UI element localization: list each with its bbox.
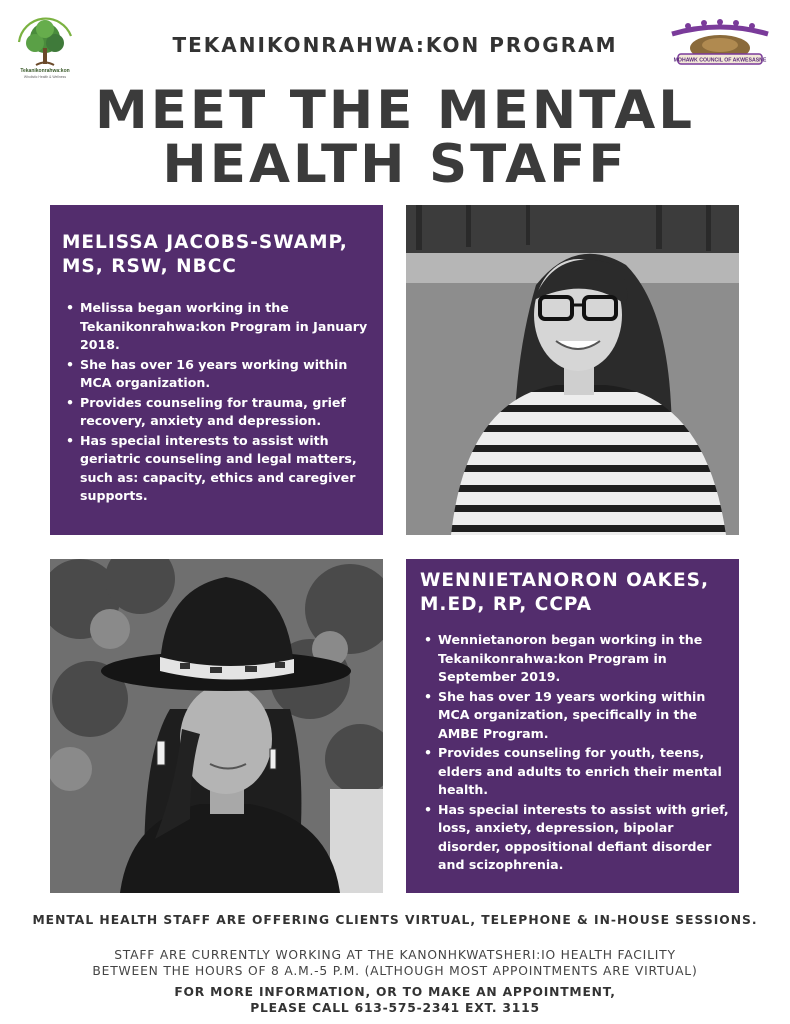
staff-bullet-list xyxy=(420,631,731,875)
page-title-line-1: MEET THE MENTAL xyxy=(94,80,696,141)
bullet-item: • Has special interests to assist with geriatric counseling and legal matters, such as: capacity, ethics and caregiver supports. xyxy=(80,432,373,506)
bullet-item: • She has over 16 years working within MCA organization. xyxy=(80,356,373,393)
staff-credentials: M.ED, RP, CCPA xyxy=(420,594,593,615)
staff-card-wennietanoron xyxy=(406,559,739,893)
staff-name xyxy=(420,569,731,617)
location-line-1: STAFF ARE CURRENTLY WORKING AT THE KANONHKWATSHERI:IO HEALTH FACILITY xyxy=(114,948,676,962)
staff-name xyxy=(62,231,373,279)
page-title xyxy=(0,80,790,195)
location-line-2: BETWEEN THE HOURS OF 8 A.M.-5 P.M. (ALTHOUGH MOST APPOINTMENTS ARE VIRTUAL) xyxy=(92,964,698,978)
location-note xyxy=(0,947,790,979)
bullet-item: • Provides counseling for trauma, grief recovery, anxiety and depression. xyxy=(80,394,373,431)
staff-name-line-1: WENNIETANORON OAKES, xyxy=(420,570,710,591)
contact-line-1: FOR MORE INFORMATION, OR TO MAKE AN APPOINTMENT, xyxy=(174,985,616,999)
sessions-note: MENTAL HEALTH STAFF ARE OFFERING CLIENTS VIRTUAL, TELEPHONE & IN-HOUSE SESSIONS. xyxy=(32,913,758,927)
page-title-line-2: HEALTH STAFF xyxy=(162,134,628,195)
staff-card-melissa xyxy=(50,205,383,535)
council-logo-text: MOHAWK COUNCIL OF AKWESASNE xyxy=(673,57,767,64)
staff-credentials: MS, RSW, NBCC xyxy=(62,256,237,277)
bullet-item: • Provides counseling for youth, teens, elders and adults to enrich their mental health. xyxy=(438,744,731,800)
staff-bullet-list xyxy=(62,299,373,506)
program-title: TEKANIKONRAHWA:KON PROGRAM xyxy=(172,33,618,57)
contact-phone: PLEASE CALL 613-575-2341 EXT. 3115 xyxy=(250,1001,540,1015)
bullet-item: • She has over 19 years working within MCA organization, specifically in the AMBE Program. xyxy=(438,688,731,744)
logo-text: Tekanikonrahwa:kon xyxy=(20,68,70,74)
contact-note xyxy=(0,984,790,1016)
bullet-item: • Has special interests to assist with grief, loss, anxiety, depression, bipolar disorder, oppositional defiant disorder and scizophrenia. xyxy=(438,801,731,875)
portrait-photo xyxy=(50,559,383,893)
portrait-photo xyxy=(406,205,739,535)
bullet-item: • Wennietanoron began working in the Tekanikonrahwa:kon Program in September 2019. xyxy=(438,631,731,687)
staff-name-line-1: MELISSA JACOBS-SWAMP, xyxy=(62,232,348,253)
bullet-item: • Melissa began working in the Tekanikonrahwa:kon Program in January 2018. xyxy=(80,299,373,355)
staff-photo-wennietanoron xyxy=(50,559,383,893)
staff-photo-melissa xyxy=(406,205,739,535)
logo-subtext: Wholistic Health & Wellness xyxy=(23,75,67,79)
